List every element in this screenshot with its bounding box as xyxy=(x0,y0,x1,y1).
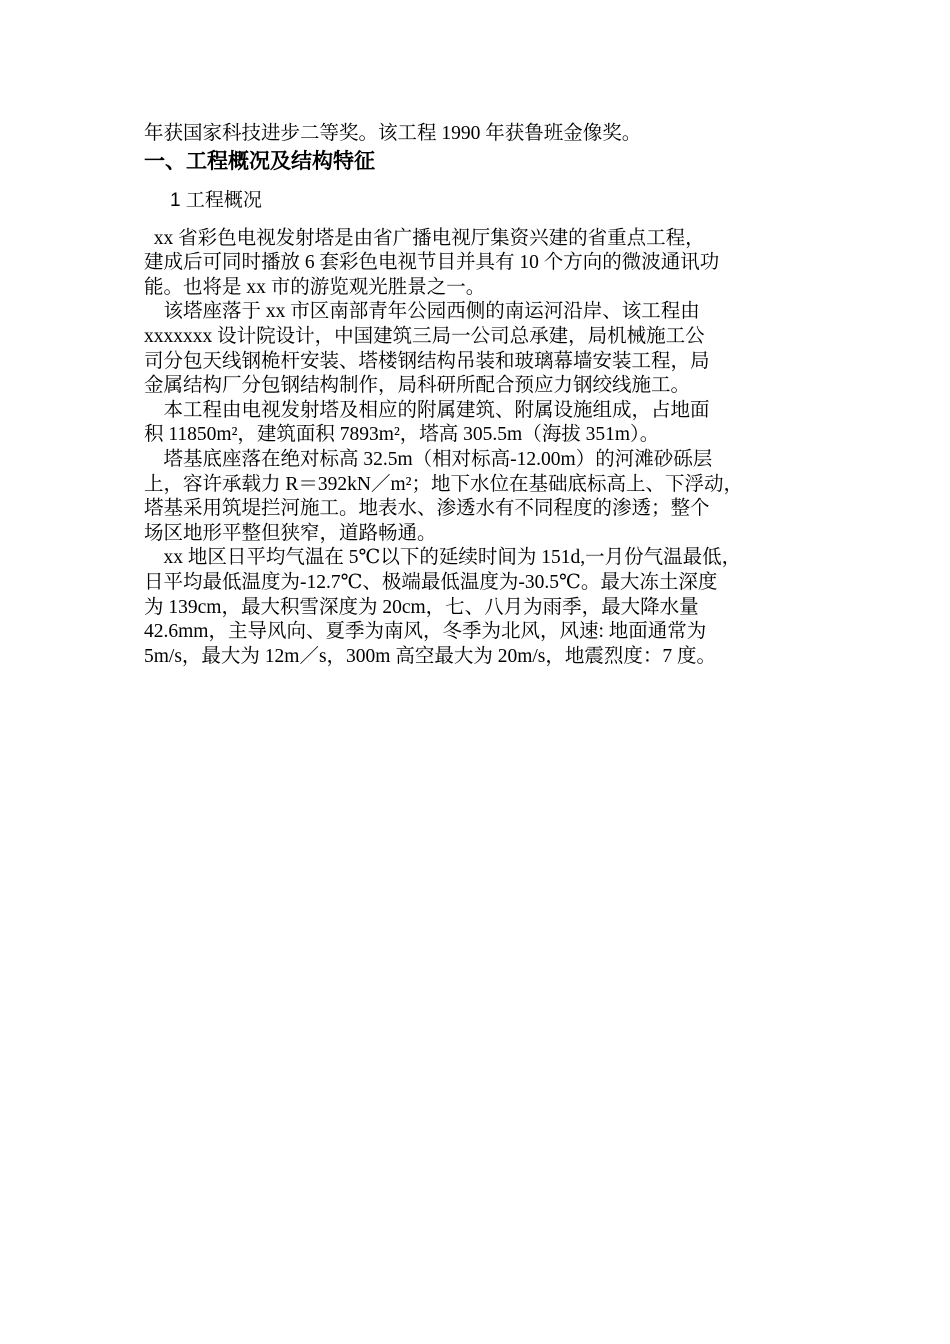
paragraph-line: 日平均最低温度为-12.7℃、极端最低温度为-30.5℃。最大冻土深度 xyxy=(144,571,718,593)
paragraph-composition xyxy=(144,399,824,448)
paragraph-line: 积 11850m²，建筑面积 7893m²，塔高 305.5m（海拔 351m）。 xyxy=(144,424,660,446)
paragraph-line: 场区地形平整但狭窄，道路畅通。 xyxy=(144,522,437,544)
section-heading: 一、工程概况及结构特征 xyxy=(144,149,375,173)
paragraph-line: 塔基采用筑堤拦河施工。地表水、渗透水有不同程度的渗透；整个 xyxy=(144,498,710,520)
paragraph-line: xxxxxxx 设计院设计，中国建筑三局一公司总承建，局机械施工公 xyxy=(144,325,705,347)
paragraph-location xyxy=(144,300,824,398)
paragraph-line: 本工程由电视发射塔及相应的附属建筑、附属设施组成，占地面 xyxy=(144,399,710,421)
paragraph-line: 上，容许承载力 R＝392kN／m²；地下水位在基础底标高上、下浮动， xyxy=(144,473,743,495)
subsection-heading: 1 工程概况 xyxy=(170,189,262,211)
paragraph-line: 司分包天线钢桅杆安装、塔楼钢结构吊装和玻璃幕墙安装工程，局 xyxy=(144,350,710,372)
paragraph-line: 塔基底座落在绝对标高 32.5m（相对标高-12.00m）的河滩砂砾层 xyxy=(144,448,713,470)
paragraph-climate xyxy=(144,546,824,669)
paragraph-line: 金属结构厂分包钢结构制作，局科研所配合预应力钢绞线施工。 xyxy=(144,375,691,397)
paragraph-line: 为 139cm，最大积雪深度为 20cm，七、八月为雨季，最大降水量 xyxy=(144,596,699,618)
paragraph-line: 能。也将是 xx 市的游览观光胜景之一。 xyxy=(144,276,486,298)
paragraph-line: xx 省彩色电视发射塔是由省广播电视厅集资兴建的省重点工程， xyxy=(144,227,705,249)
paragraph-line: 42.6mm，主导风向、夏季为南风，冬季为北风，风速: 地面通常为 xyxy=(144,621,707,643)
intro-line: 年获国家科技进步二等奖。该工程 1990 年获鲁班金像奖。 xyxy=(144,123,642,144)
paragraph-foundation xyxy=(144,448,824,546)
paragraph-line: xx 地区日平均气温在 5℃以下的延续时间为 151d,一月份气温最低， xyxy=(144,547,742,569)
document-page xyxy=(144,122,824,669)
paragraph-line: 5m/s，最大为 12m／s，300m 高空最大为 20m/s，地震烈度：7 度。 xyxy=(144,645,717,667)
paragraph-line: 该塔座落于 xx 市区南部青年公园西侧的南运河沿岸、该工程由 xyxy=(144,301,700,323)
paragraph-overview xyxy=(144,227,824,301)
paragraph-line: 建成后可同时播放 6 套彩色电视节目并具有 10 个方向的微波通讯功 xyxy=(144,252,720,274)
